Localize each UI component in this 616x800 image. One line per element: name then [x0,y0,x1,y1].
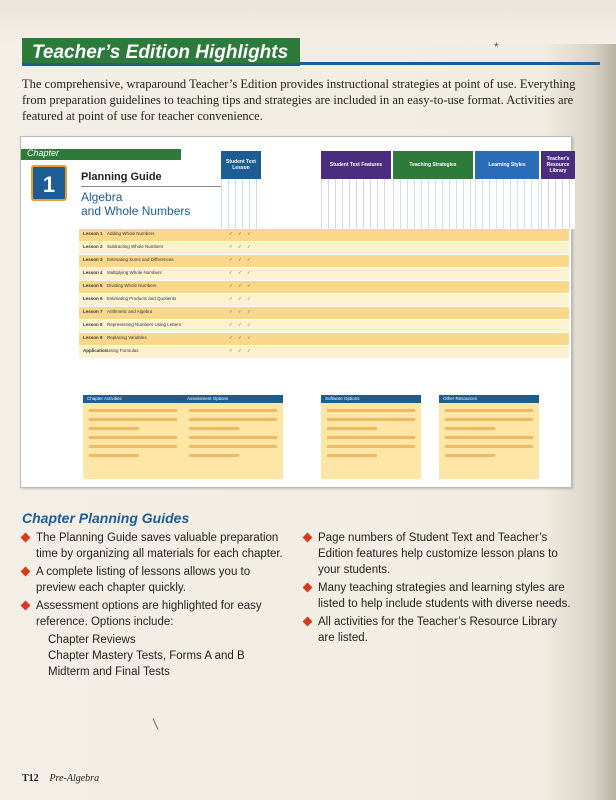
lesson-checkmarks: ✓ ✓ ✓ [229,283,253,288]
page-number: T12 [22,773,39,784]
resource-box-title: Other Resources [443,396,478,401]
lesson-checkmarks: ✓ ✓ ✓ [229,322,253,327]
column-stripe [393,179,473,229]
lesson-number: Lesson 1 [83,231,103,236]
chapter-name [81,190,190,218]
resource-text-line [189,445,277,448]
bullet-item [304,580,574,612]
bullet-icon [303,583,313,593]
header-rule [300,62,600,65]
resource-text-line [89,454,139,457]
resource-text-line [327,445,415,448]
lesson-row [79,320,569,333]
section-title: Teacher’s Edition Highlights [32,42,289,63]
chapter-name-line-2: and Whole Numbers [81,204,191,218]
assessment-options-list [22,632,292,680]
lesson-checkmarks: ✓ ✓ ✓ [229,231,253,236]
bullet-icon [21,601,31,611]
bullet-icon [21,533,31,543]
lesson-number: Lesson 5 [83,283,103,288]
left-bullets [22,530,292,680]
lesson-title: Subtracting Whole Numbers [107,244,164,249]
bullet-text: Page numbers of Student Text and Teacher’s Edition features help customize lesson plans to your students. [318,532,558,576]
resource-text-line [445,436,533,439]
resource-box [183,395,283,479]
heading-rule [81,186,221,187]
bullet-item [22,598,292,630]
bullet-item [22,530,292,562]
planning-guides-title: Chapter Planning Guides [22,510,190,526]
resource-text-line [445,418,533,421]
bullet-item [22,564,292,596]
lesson-title: Arithmetic and Algebra [107,309,153,314]
lesson-checkmarks: ✓ ✓ ✓ [229,348,253,353]
lesson-title: Representing Numbers Using Letters [107,322,182,327]
column-stripe [221,179,261,229]
page-footer [22,773,99,784]
resource-text-line [89,427,139,430]
lesson-row [79,268,569,281]
lesson-number: Lesson 9 [83,335,103,340]
lesson-number: Lesson 3 [83,257,103,262]
resource-box-title: Assessment Options [187,396,229,401]
lesson-title: Multiplying Whole Numbers [107,270,162,275]
lesson-row [79,333,569,346]
resource-box [439,395,539,479]
lesson-title: Adding Whole Numbers [107,231,155,236]
lesson-number: Lesson 4 [83,270,103,275]
resource-text-line [327,418,415,421]
resource-text-line [89,436,177,439]
bullet-icon [303,617,313,627]
lesson-number: Lesson 8 [83,322,103,327]
resource-text-line [189,427,239,430]
sub-item: Midterm and Final Tests [48,666,170,678]
column-stripe [475,179,539,229]
resource-text-line [189,436,277,439]
lesson-number: Lesson 6 [83,296,103,301]
resource-text-line [327,436,415,439]
section-header-band [22,38,300,66]
star-mark: * [494,40,499,54]
bullet-item [304,530,574,578]
resource-box [321,395,421,479]
lesson-checkmarks: ✓ ✓ ✓ [229,244,253,249]
lesson-checkmarks: ✓ ✓ ✓ [229,270,253,275]
chapter-number-badge: 1 [31,165,67,201]
chapter-name-line-1: Algebra [81,190,123,204]
resource-text-line [327,409,415,412]
intro-paragraph: The comprehensive, wraparound Teacher’s Edition provides instructional strategies at point of use. Everything from preparation guidelines to teaching tips and strategies are included in an easy-to-use format. Activities are featured at point of use for teacher convenience. [22,77,576,123]
resource-box [83,395,183,479]
sub-item: Chapter Mastery Tests, Forms A and B [48,650,245,662]
lesson-title: Replacing Variables [107,335,147,340]
chapter-tab-label: Chapter [27,148,60,158]
resource-text-line [327,454,377,457]
resource-box-title: Software Options [325,396,360,401]
resource-text-line [445,409,533,412]
resource-text-line [445,454,495,457]
resource-text-line [189,409,277,412]
bullet-text: Many teaching strategies and learning styles are listed to help include students with diverse needs. [318,582,571,610]
lesson-checkmarks: ✓ ✓ ✓ [229,257,253,262]
lesson-row [79,281,569,294]
right-bullets [304,530,574,648]
bullet-item [304,614,574,646]
lesson-number: Lesson 7 [83,309,103,314]
resource-text-line [89,409,177,412]
lesson-number: Lesson 2 [83,244,103,249]
lesson-title: Estimating Sums and Differences [107,257,174,262]
column-header: Learning Styles [475,151,539,179]
pen-mark [153,718,159,729]
lesson-title: Dividing Whole Numbers [107,283,157,288]
chapter-tab [21,149,181,160]
lesson-number: Application [83,348,108,353]
bullet-icon [303,533,313,543]
lesson-title: Using Formulas [107,348,139,353]
lesson-checkmarks: ✓ ✓ ✓ [229,296,253,301]
resource-text-line [89,445,177,448]
planning-guide-heading: Planning Guide [81,171,162,183]
lesson-row [79,242,569,255]
lesson-table [79,229,569,359]
bullet-text: A complete listing of lessons allows you to preview each chapter quickly. [36,566,251,594]
lesson-row [79,307,569,320]
resource-text-line [189,454,239,457]
column-header: Student Text Features [321,151,391,179]
resource-text-line [89,418,177,421]
column-header: Student Text Lesson [221,151,261,179]
sub-item: Chapter Reviews [48,634,136,646]
bullet-text: Assessment options are highlighted for easy reference. Options include: [36,600,262,628]
lesson-row [79,255,569,268]
column-header: Teaching Strategies [393,151,473,179]
planning-guide-sample-image [20,136,572,488]
lesson-row [79,229,569,242]
book-title: Pre-Algebra [49,773,100,784]
lesson-row [79,294,569,307]
lesson-checkmarks: ✓ ✓ ✓ [229,309,253,314]
bullet-text: The Planning Guide saves valuable preparation time by organizing all materials for each chapter. [36,532,283,560]
bullet-icon [21,567,31,577]
bullet-text: All activities for the Teacher’s Resource Library are listed. [318,616,558,644]
column-stripe [321,179,391,229]
lesson-title: Estimating Products and Quotients [107,296,177,301]
resource-text-line [445,445,533,448]
lesson-checkmarks: ✓ ✓ ✓ [229,335,253,340]
lesson-row [79,346,569,359]
resource-text-line [445,427,495,430]
resource-text-line [189,418,277,421]
column-header: Teacher's Resource Library [541,151,575,179]
resource-text-line [327,427,377,430]
resource-box-title: Chapter Activities [87,396,122,401]
column-stripe [541,179,575,229]
